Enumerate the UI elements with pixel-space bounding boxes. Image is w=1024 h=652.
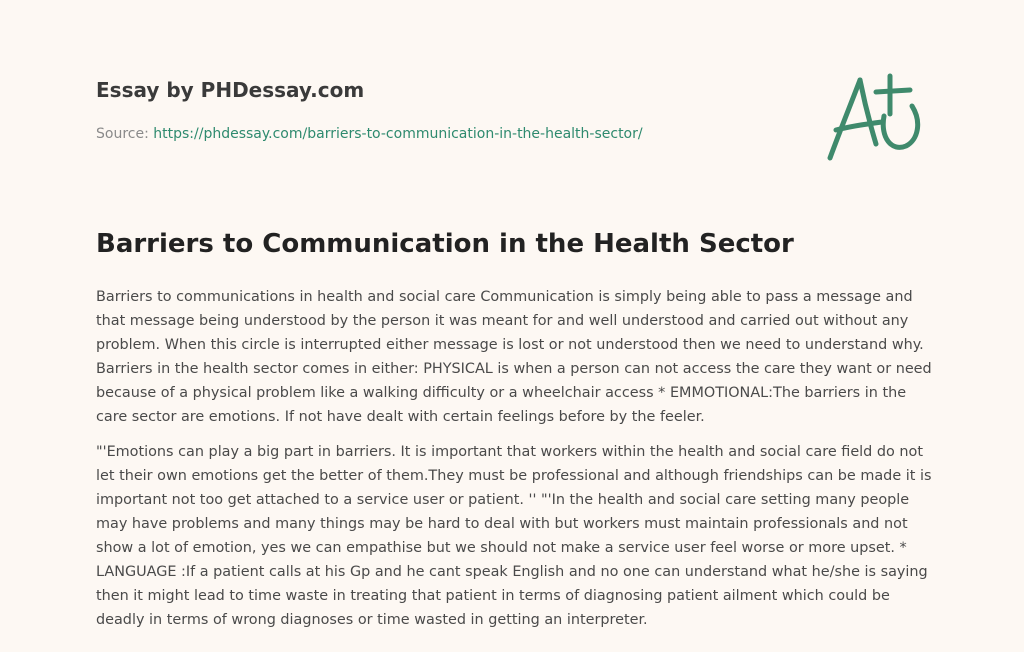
page-title: Barriers to Communication in the Health Sector [96,229,794,259]
essay-paragraph: Barriers to communications in health and social care Communication is simply being able to pass a message and that message being understood by the person it was meant for and well understood and carried out without any problem. When this circle is interrupted either message is lost or not understood then we need to understand why. Barriers in the health sector comes in either: PHYSICAL is when a person can not access the care they want or need because of a physical problem like a walking difficulty or a wheelchair access * EMMOTIONAL:The barriers in the care sector are emotions. If not have dealt with certain feelings before by the feeler. [96,289,932,425]
essay-header [96,76,796,144]
essay-body [96,285,932,643]
essay-paragraph: "'Emotions can play a big part in barriers. It is important that workers within the health and social care field do not let their own emotions get the better of them.They must be professional and although friendships can be made it is important not too get attached to a service user or patient. '' "'In the health and social care setting many people may have problems and many things may be hard to deal with but workers must maintain professionals and not show a lot of emotion, yes we can empathise but we should not make a service user feel worse or more upset. * LANGUAGE :If a patient calls at his Gp and he cant speak English and no one can understand what he/she is saying then it might lead to time waste in treating that patient in terms of diagnosing patient ailment which could be deadly in terms of wrong diagnoses or time wasted in getting an interpreter. [96,444,932,628]
brand-title: Essay by PHDessay.com [96,78,365,102]
source-label: Source: [96,126,149,142]
a-plus-grade-icon [820,66,930,166]
source-line [96,124,796,144]
source-link[interactable]: https://phdessay.com/barriers-to-communication-in-the-health-sector/ [153,126,643,142]
